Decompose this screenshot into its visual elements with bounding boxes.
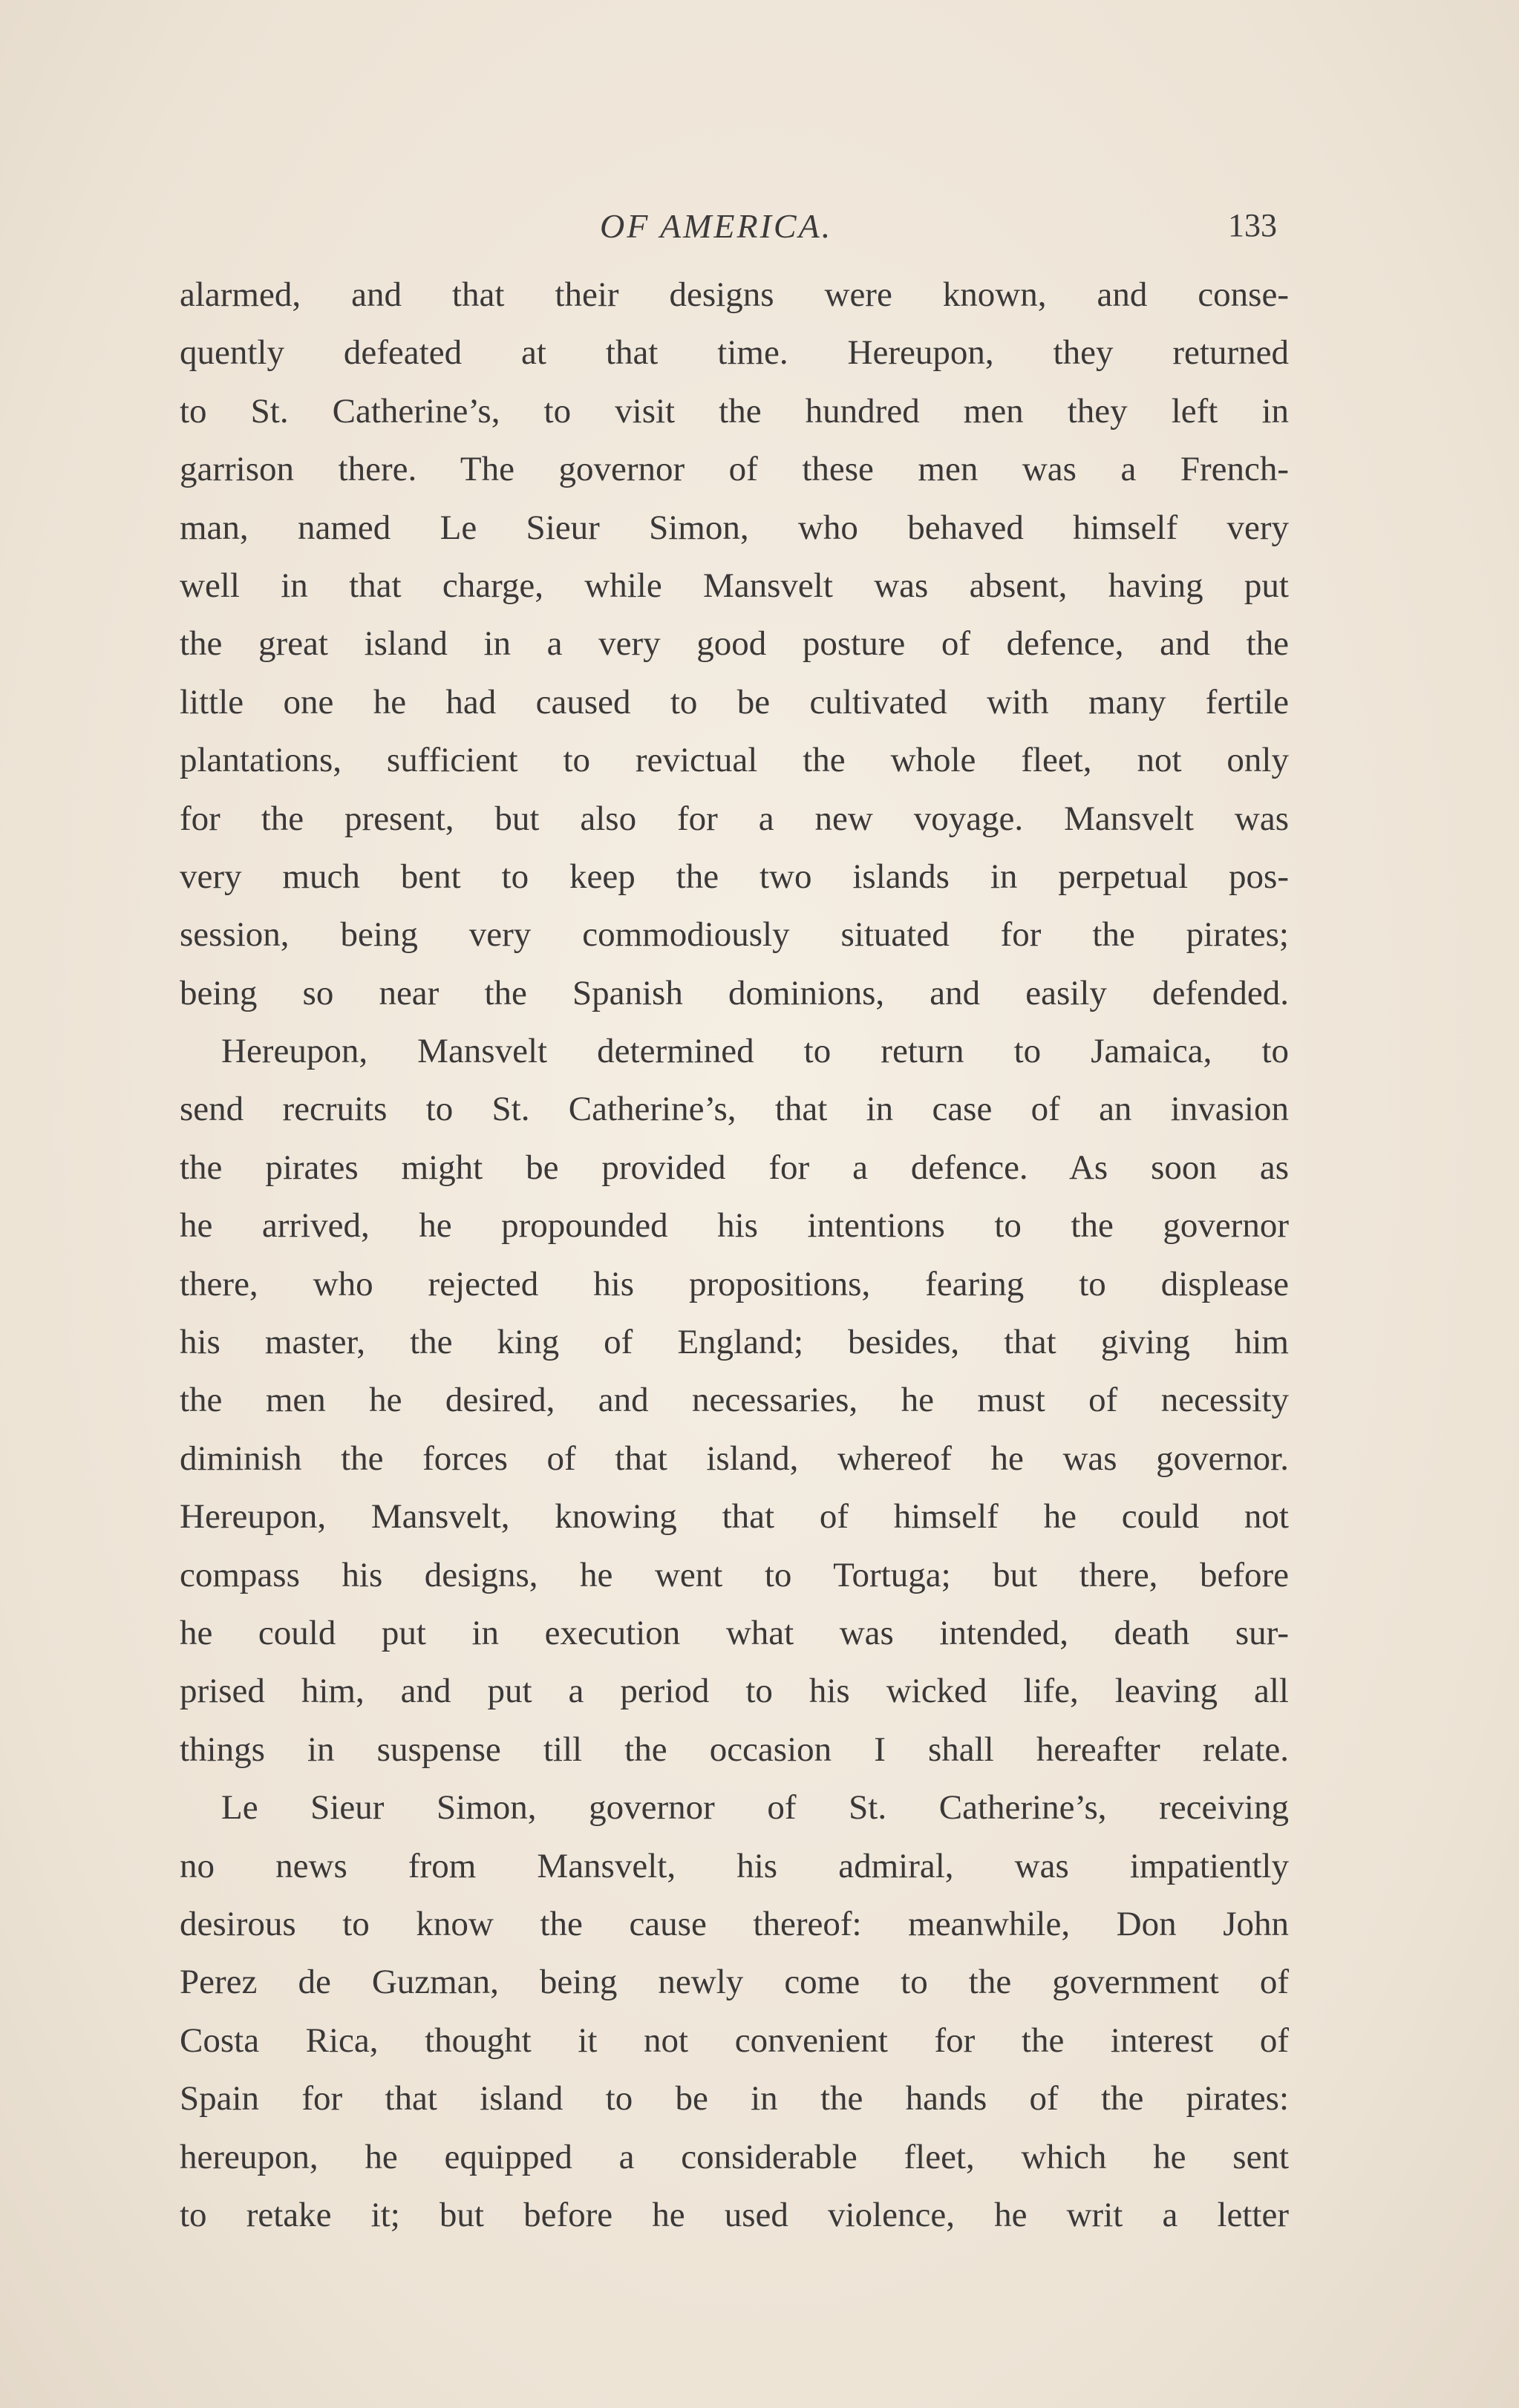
text-line: the great island in a very good posture of defence, and the — [180, 624, 1289, 664]
text-line: to retake it; but before he used violence, he writ a letter — [180, 2195, 1289, 2234]
text-line: there, who rejected his propositions, fearing to displease — [180, 1264, 1289, 1303]
text-line: Hereupon, Mansvelt, knowing that of himself he could not — [180, 1497, 1289, 1537]
text-line: compass his designs, he went to Tortuga; but there, before — [180, 1555, 1289, 1594]
text-line: prised him, and put a period to his wicked life, leaving all — [180, 1672, 1289, 1711]
text-line: Hereupon, Mansvelt determined to return to Jamaica, to — [221, 1032, 1289, 1071]
text-line: garrison there. The governor of these men was a French- — [180, 450, 1289, 489]
text-line: his master, the king of England; besides, that giving him — [180, 1323, 1289, 1362]
text-line: send recruits to St. Catherine’s, that in case of an invasion — [180, 1090, 1289, 1129]
text-line: the pirates might be provided for a defence. As soon as — [180, 1148, 1289, 1187]
text-line: Costa Rica, thought it not convenient for the interest of — [180, 2021, 1289, 2060]
text-line: Le Sieur Simon, governor of St. Catherine’s, receiving — [221, 1788, 1289, 1828]
text-line: no news from Mansvelt, his admiral, was impatiently — [180, 1846, 1289, 1885]
text-line: things in suspense till the occasion I shall hereafter relate. — [180, 1730, 1289, 1769]
text-line: session, being very commodiously situated for the pirates; — [180, 915, 1289, 955]
text-line: Spain for that island to be in the hands of the pirates: — [180, 2079, 1289, 2119]
text-line: well in that charge, while Mansvelt was absent, having put — [180, 566, 1289, 605]
text-line: alarmed, and that their designs were known, and conse- — [180, 275, 1289, 314]
text-line: he arrived, he propounded his intentions to the governor — [180, 1206, 1289, 1246]
text-line: very much bent to keep the two islands in perpetual pos- — [180, 857, 1289, 896]
text-line: plantations, sufficient to revictual the whole fleet, not only — [180, 741, 1289, 780]
running-title: OF AMERICA. — [600, 207, 833, 245]
text-line: desirous to know the cause thereof: meanwhile, Don John — [180, 1904, 1289, 1943]
text-line: for the present, but also for a new voyage. Mansvelt was — [180, 799, 1289, 838]
text-line: hereupon, he equipped a considerable fleet, which he sent — [180, 2137, 1289, 2176]
text-line: diminish the forces of that island, whereof he was governor. — [180, 1439, 1289, 1478]
text-line: to St. Catherine’s, to visit the hundred men they left in — [180, 391, 1289, 431]
text-line: Perez de Guzman, being newly come to the government of — [180, 1963, 1289, 2002]
text-line: man, named Le Sieur Simon, who behaved himself very — [180, 508, 1289, 547]
body-text — [180, 266, 1289, 2244]
text-line: the men he desired, and necessaries, he must of necessity — [180, 1381, 1289, 1420]
text-line: being so near the Spanish dominions, and easily defended. — [180, 973, 1289, 1012]
text-line: quently defeated at that time. Hereupon, they returned — [180, 333, 1289, 373]
text-line: he could put in execution what was intended, death sur- — [180, 1613, 1289, 1652]
text-line: little one he had caused to be cultivated with many fertile — [180, 682, 1289, 722]
page-number: 133 — [1228, 207, 1277, 243]
